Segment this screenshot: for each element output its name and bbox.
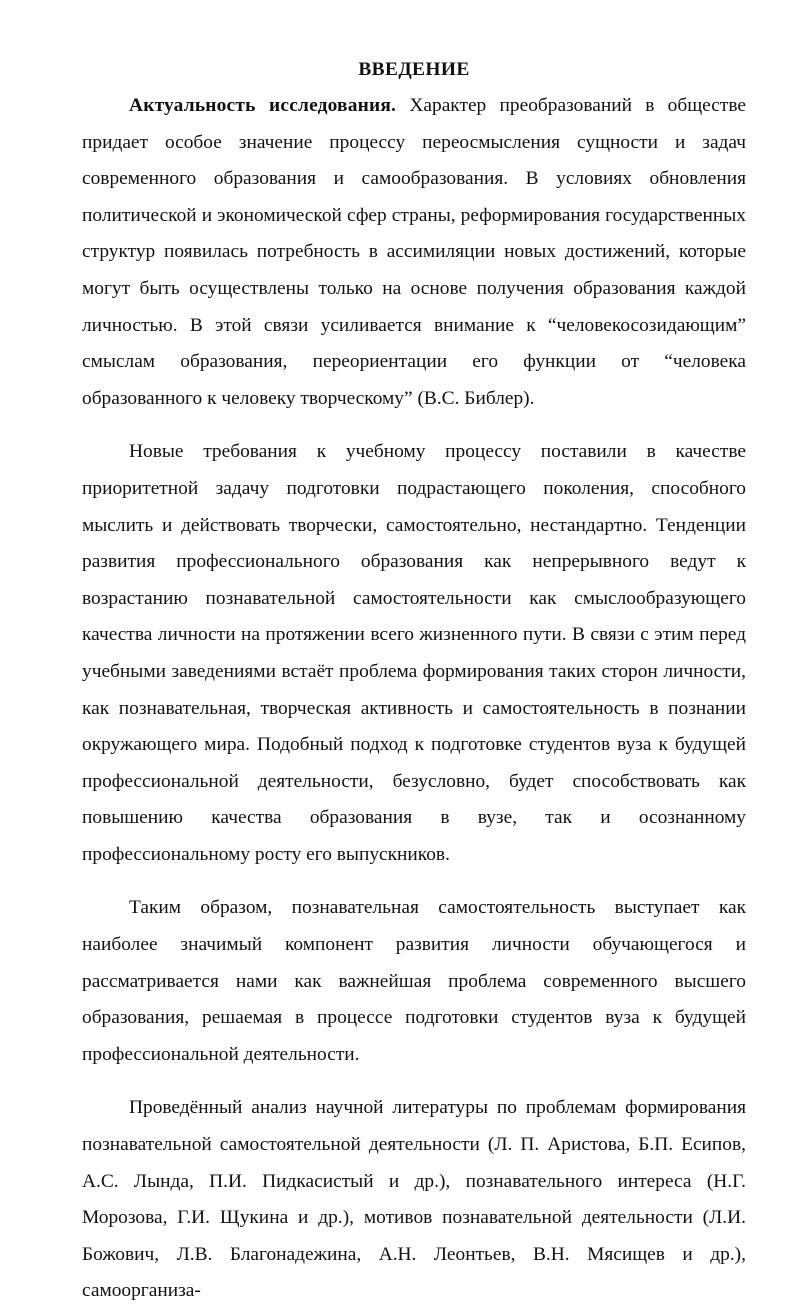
paragraph-requirements: Новые требования к учебному процессу поставили в качестве приоритетной задачу подготовки подрастающего поколения, способного мыслить и действовать творчески, самостоятельно, нестандартно. Тенденции развития профессионального образования как непрерывного ведут к возрастанию познавательной самостоятельности как смыслообразующего качества личности на протяжении всего жизненного пути. В связи с этим перед учебными заведениями встаёт проблема формирования таких сторон личности, как познавательная, творческая активность и самостоятельность в познании окружающего мира. Подобный подход к подготовке студентов вуза к будущей профессиональной деятельности, безусловно, будет способствовать как повышению качества образования в вузе, так и осознанному профессиональному росту его выпускников. <box>82 441 746 865</box>
paragraph-literature-analysis: Проведённый анализ научной литературы по проблемам формирования познавательной самостоятельной деятельности (Л. П. Аристова, Б.П. Есипов, А.С. Лында, П.И. Пидкасистый и др.), познавательного интереса (Н.Г. Морозова, Г.И. Щукина и др.), мотивов познавательной деятельности (Л.И. Божович, Л.В. Благонадежина, А.Н. Леонтьев, В.Н. Мясищев и др.), самоорганиза- <box>82 1097 746 1302</box>
paragraph-lead: Актуальность исследования. <box>129 95 397 116</box>
document-page <box>82 52 746 1310</box>
paragraph-conclusion: Таким образом, познавательная самостоятельность выступает как наиболее значимый компонент развития личности обучающегося и рассматривается нами как важнейшая проблема современного высшего образования, решаемая в процессе подготовки студентов вуза к будущей профессиональной деятельности. <box>82 897 746 1065</box>
paragraph-text: Характер преобразований в обществе придает особое значение процессу переосмысления сущности и задач современного образования и самообразования. В условиях обновления политической и экономической сфер страны, реформирования государственных структур появилась потребность в ассимиляции новых достижений, которые могут быть осуществлены только на основе получения образования каждой личностью. В этой связи усиливается внимание к “человекосозидающим” смыслам образования, переориентации его функции от “человека образованного к человеку творческому” (В.С. Библер). <box>82 95 746 409</box>
page-title: ВВЕДЕНИЕ <box>358 59 470 80</box>
paragraph-relevance <box>82 88 746 417</box>
